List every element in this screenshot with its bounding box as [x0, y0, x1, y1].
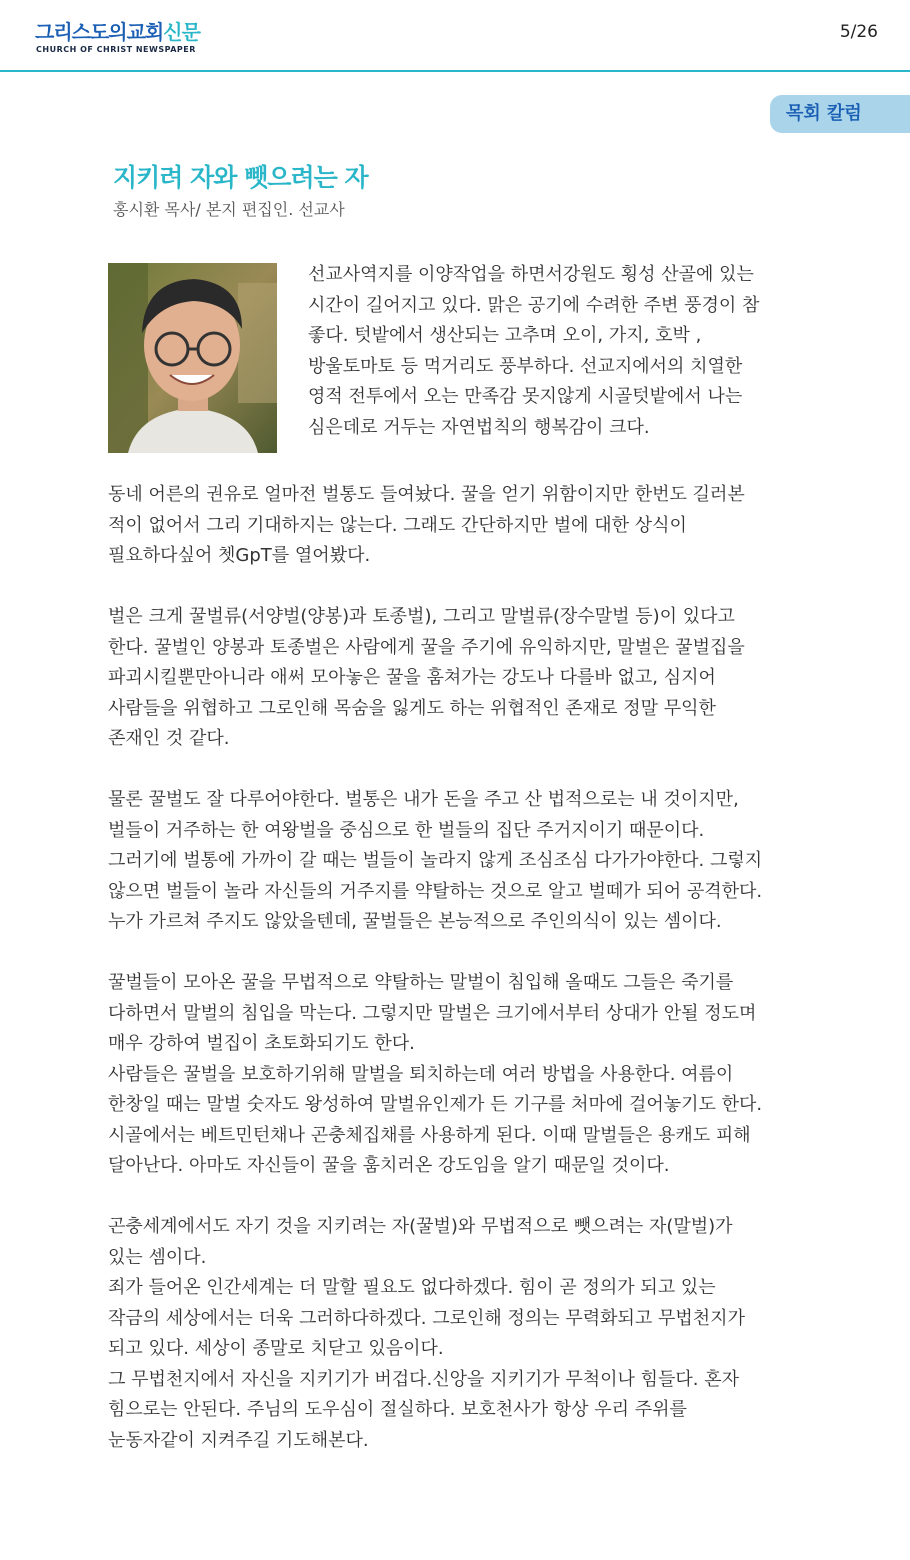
section-tag: 목회 칼럼 — [770, 95, 910, 133]
body-line: 그러기에 벌통에 가까이 갈 때는 벌들이 놀라지 않게 조심조심 다가가야한다. 그렇지 — [108, 850, 763, 871]
author-photo — [108, 263, 277, 453]
body-line: 그 무법천지에서 자신을 지키기가 버겁다.신앙을 지키기가 무척이나 힘들다. 혼자 — [108, 1368, 740, 1390]
body-line: 한창일 때는 말벌 숫자도 왕성하여 말벌유인제가 든 기구를 처마에 걸어놓기도 한다. — [108, 1094, 763, 1115]
body-paragraph — [108, 968, 820, 1182]
body-line: 있는 셈이다. — [108, 1246, 207, 1268]
body-line: 작금의 세상에서는 더욱 그러하다하겠다. 그로인해 정의는 무력화되고 무법천지가 — [108, 1307, 745, 1329]
page-number: 5/26 — [839, 22, 878, 42]
body-line: 죄가 들어온 인간세계는 더 말할 필요도 없다하겠다. 힘이 곧 정의가 되고 있는 — [108, 1277, 716, 1298]
body-line: 않으면 벌들이 놀라 자신들의 거주지를 약탈하는 것으로 알고 벌떼가 되어 공격한다. — [108, 880, 763, 902]
body-line: 벌들이 거주하는 한 여왕벌을 중심으로 한 벌들의 집단 주거지이기 때문이다. — [108, 819, 705, 841]
body-line: 벌은 크게 꿀벌류(서양벌(양봉)과 토종벌), 그리고 말벌류(장수말벌 등)이 있다고 — [108, 606, 735, 627]
article-title: 지키려 자와 뺏으려는 자 — [113, 163, 368, 192]
body-line: 꿀벌들이 모아온 꿀을 무법적으로 약탈하는 말벌이 침입해 올때도 그들은 죽기를 — [108, 972, 734, 993]
body-line: 되고 있다. 세상이 종말로 치닫고 있음이다. — [108, 1338, 444, 1359]
body-line: 사람들은 꿀벌을 보호하기위해 말벌을 퇴치하는데 여러 방법을 사용한다. 여름이 — [108, 1063, 734, 1085]
article-byline: 홍시환 목사/ 본지 편집인. 선교사 — [113, 200, 345, 219]
newspaper-logo[interactable] — [35, 20, 200, 44]
author-portrait-image — [108, 263, 277, 453]
body-line: 다하면서 말벌의 침입을 막는다. 그렇지만 말벌은 크기에서부터 상대가 안될 정도며 — [108, 1002, 757, 1024]
body-line: 적이 없어서 그리 기대하지는 않는다. 그래도 간단하지만 벌에 대한 상식이 — [108, 514, 687, 536]
body-line: 사람들을 위협하고 그로인해 목숨을 잃게도 하는 위협적인 존재로 정말 무익한 — [108, 697, 716, 719]
page-header — [0, 0, 910, 72]
intro-line: 방울토마토 등 먹거리도 풍부하다. 선교지에서의 치열한 — [308, 355, 743, 377]
body-line: 누가 가르쳐 주지도 않았을텐데, 꿀벌들은 본능적으로 주인의식이 있는 셈이다. — [108, 911, 722, 932]
body-paragraph — [108, 480, 820, 572]
logo-main-text: 그리스도의교회 — [35, 20, 164, 44]
intro-line: 영적 전투에서 오는 만족감 못지않게 시골텃밭에서 나는 — [308, 386, 743, 407]
intro-line: 선교사역지를 이양작업을 하면서강원도 횡성 산골에 있는 — [308, 264, 754, 285]
intro-line: 좋다. 텃밭에서 생산되는 고추며 오이, 가지, 호박 , — [308, 325, 702, 346]
body-line: 파괴시킬뿐만아니라 애써 모아놓은 꿀을 훔쳐가는 강도나 다를바 없고, 심지어 — [108, 667, 716, 688]
body-line: 존재인 것 같다. — [108, 728, 230, 749]
body-line: 필요하다싶어 쳇GpT를 열어봤다. — [108, 545, 371, 566]
body-paragraph — [108, 1212, 820, 1456]
logo-accent-text: 신문 — [163, 20, 200, 44]
body-line: 동네 어른의 권유로 얼마전 벌통도 들여놨다. 꿀을 얻기 위함이지만 한번도 길러본 — [108, 484, 745, 505]
body-line: 힘으로는 안된다. 주님의 도우심이 절실하다. 보호천사가 항상 우리 주위를 — [108, 1399, 687, 1420]
logo-subtitle: CHURCH OF CHRIST NEWSPAPER — [36, 45, 196, 54]
body-paragraph — [108, 785, 820, 938]
body-line: 곤충세계에서도 자기 것을 지키려는 자(꿀벌)와 무법적으로 뺏으려는 자(말벌)가 — [108, 1216, 733, 1237]
body-line: 한다. 꿀벌인 양봉과 토종벌은 사람에게 꿀을 주기에 유익하지만, 말벌은 꿀벌집을 — [108, 636, 745, 658]
body-line: 눈동자같이 지켜주길 기도해본다. — [108, 1429, 369, 1451]
body-line: 매우 강하여 벌집이 초토화되기도 한다. — [108, 1033, 415, 1054]
intro-paragraph — [308, 260, 808, 443]
body-paragraph — [108, 602, 820, 755]
body-line: 물론 꿀벌도 잘 다루어야한다. 벌통은 내가 돈을 주고 산 법적으로는 내 것이지만, — [108, 789, 739, 810]
intro-line: 심은데로 거두는 자연법칙의 행복감이 크다. — [308, 416, 650, 438]
body-line: 시골에서는 베트민턴채나 곤충체집채를 사용하게 된다. 이때 말벌들은 용캐도 피해 — [108, 1124, 751, 1146]
article-body — [108, 480, 820, 1487]
intro-line: 시간이 길어지고 있다. 맑은 공기에 수려한 주변 풍경이 참 — [308, 294, 760, 316]
body-line: 달아난다. 아마도 자신들이 꿀을 훔치러온 강도임을 알기 때문일 것이다. — [108, 1155, 670, 1176]
